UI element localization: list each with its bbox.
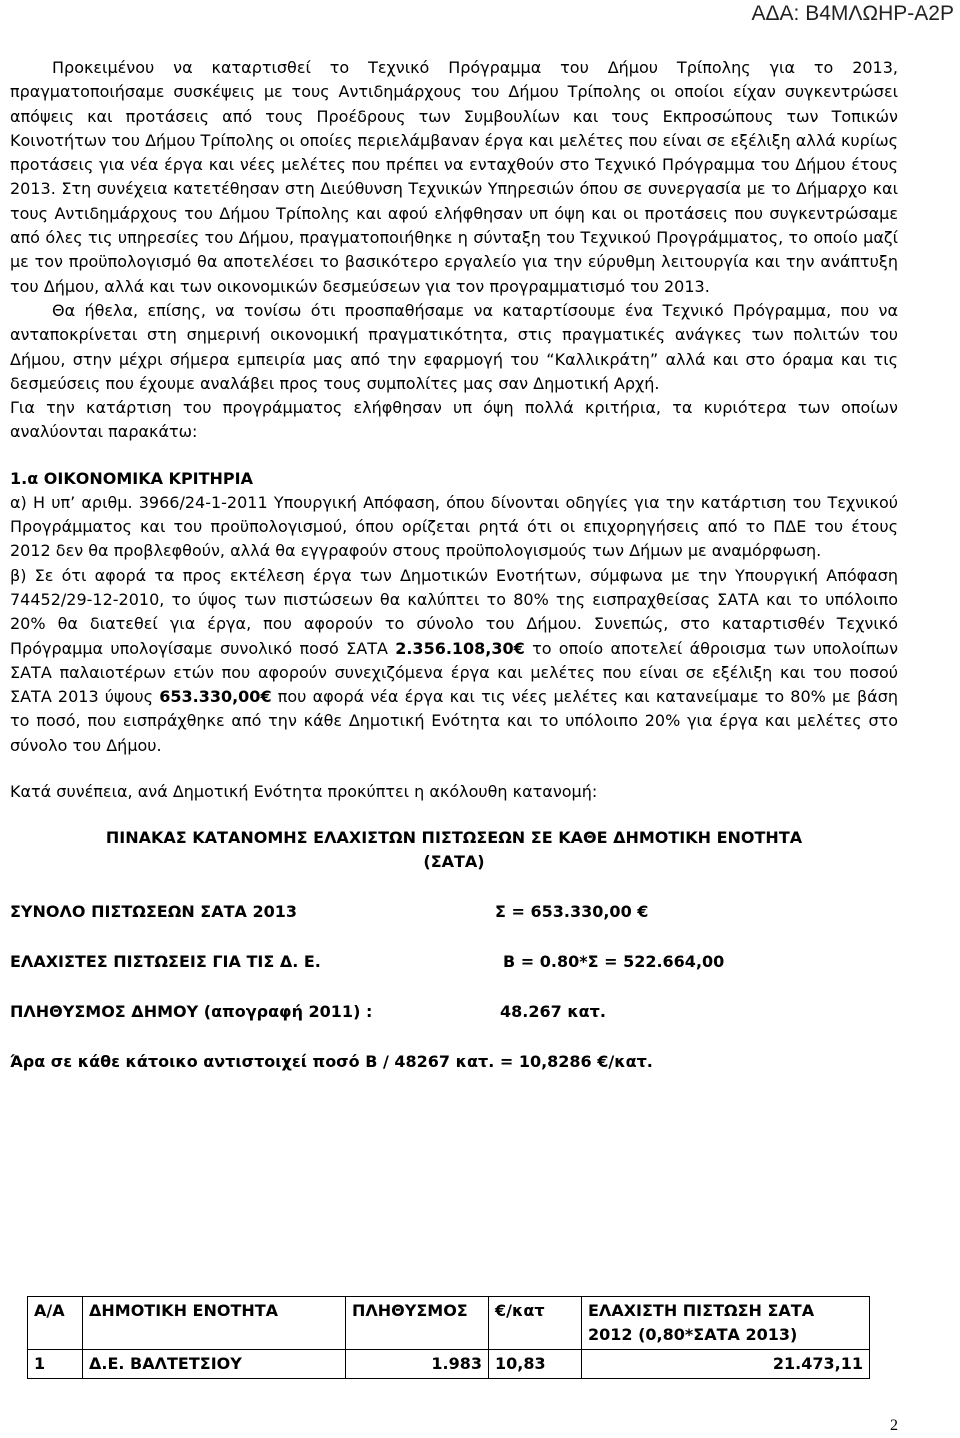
distribution-intro: Κατά συνέπεια, ανά Δημοτική Ενότητα προκύπτει η ακόλουθη κατανομή:	[10, 782, 598, 802]
criteria-intro-paragraph: Για την κατάρτιση του προγράμματος ελήφθησαν υπ όψη πολλά κριτήρια, τα κυριότερα των οποίων αναλύονται παρακάτω:	[10, 398, 898, 442]
criterion-b-text-2: το οποίο αποτελεί άθροισμα των υπολοίπων ΣΑΤΑ παλαιοτέρων ετών που αφορούν συνεχιζόμενα έργα και μελέτες που είναι σε εξέλιξη και του ποσού ΣΑΤΑ 2013 ύψους	[10, 638, 899, 707]
table-cell: 1	[28, 1350, 83, 1379]
header-cell: Α/Α	[28, 1297, 83, 1350]
page-number: 2	[890, 1417, 898, 1434]
emphasis-paragraph: Θα ήθελα, επίσης, να τονίσω ότι προσπαθήσαμε να καταρτίσουμε ένα Τεχνικό Πρόγραμμα, που να ανταποκρίνεται στη σημερινή οικονομική πραγματικότητα, στις πραγματικές ανάγκες των πολιτών του Δήμου, στην μέχρι σήμερα εμπειρία μας από την εφαρμογή του “Καλλικράτη” αλλά και στο όραμα και τις δεσμεύσεις που έχουμε αναλάβει προς τους συμπολίτες μας σαν Δημοτική Αρχή.	[10, 300, 898, 393]
summary-value: Β = 0.80*Σ = 522.664,00	[503, 952, 725, 972]
criterion-b-text-3: που αφορά νέα έργα και τις νέες μελέτες και κατανείμαμε το 80% με βάση το ποσό, που εισπράχθηκε από την κάθε Δημοτική Ενότητα και το υπόλοιπο 20% για έργα και μελέτες στο σύνολο του Δήμου.	[10, 687, 899, 755]
criterion-b	[10, 564, 898, 758]
header-cell: €/κατ	[489, 1297, 582, 1350]
criterion-b-text-1: β) Σε ότι αφορά τα προς εκτέλεση έργα των Δημοτικών Ενοτήτων, σύμφωνα με την Υπουργική Απόφαση 74452/29-12-2010, το ύψος των πιστώσεων θα καλύπτει το 80% της εισπραχθείσας ΣΑΤΑ και το υπόλοιπο 20% θα διατεθεί για έργα, που αφορούν το σύνολο του Δήμου. Συνεπώς, στο καταρτισθέν Τεχνικό Πρόγραμμα υπολογίσαμε συνολικό ποσό ΣΑΤΑ	[10, 565, 898, 658]
sata-total-amount: 2.356.108,30€	[395, 638, 525, 658]
sata-2013-amount: 653.330,00€	[159, 687, 272, 707]
table-cell: 1.983	[346, 1350, 489, 1379]
criterion-a: α) Η υπ’ αριθμ. 3966/24-1-2011 Υπουργική Απόφαση, όπου δίνονται οδηγίες για την κατάρτιση του Τεχνικού Προγράμματος και του προϋπολογισμού, όπου ορίζεται ρητά ότι οι επιχορηγήσεις από το ΠΔΕ του έτους 2012 δεν θα προβλεφθούν, αλλά θα εγγραφούν στους προϋπολογισμούς των Δήμων με αναμόρφωση.	[10, 492, 898, 561]
summary-value: Σ = 653.330,00 €	[495, 902, 649, 922]
document-code: ΑΔΑ: Β4ΜΛΩΗΡ-Α2Ρ	[751, 2, 954, 25]
section-heading: 1.α ΟΙΚΟΝΟΜΙΚΑ ΚΡΙΤΗΡΙΑ	[10, 468, 253, 488]
summary-min-credits-row	[10, 950, 898, 974]
table-row	[28, 1350, 870, 1379]
table-header-row	[28, 1297, 870, 1350]
table-subtitle: (ΣΑΤΑ)	[423, 852, 485, 872]
summary-label: ΠΛΗΘΥΣΜΟΣ ΔΗΜΟΥ (απογραφή 2011) :	[10, 1002, 373, 1022]
table-cell: 21.473,11	[582, 1350, 870, 1379]
header-cell: ΕΛΑΧΙΣΤΗ ΠΙΣΤΩΣΗ ΣΑΤΑ 2012 (0,80*ΣΑΤΑ 2013)	[582, 1297, 870, 1350]
summary-value: 48.267 κατ.	[500, 1002, 606, 1022]
summary-total-row	[10, 900, 898, 924]
allocation-table	[27, 1296, 870, 1379]
summary-population-row	[10, 1000, 898, 1024]
per-capita-line: Άρα σε κάθε κάτοικο αντιστοιχεί ποσό Β / 48267 κατ. = 10,8286 €/κατ.	[10, 1052, 653, 1072]
header-cell: ΔΗΜΟΤΙΚΗ ΕΝΟΤΗΤΑ	[83, 1297, 346, 1350]
intro-paragraph: Προκειμένου να καταρτισθεί το Τεχνικό Πρόγραμμα του Δήμου Τρίπολης για το 2013, πραγματοποιήσαμε συσκέψεις με τους Αντιδημάρχους του Δήμου Τρίπολης οι οποίοι είχαν συγκεντρώσει απόψεις και προτάσεις από τους Προέδρους των Συμβουλίων και τους Εκπροσώπους των Τοπικών Κοινοτήτων του Δήμου Τρίπολης οι οποίες περιελάμβαναν έργα και μελέτες που είναι σε εξέλιξη αλλά κυρίως προτάσεις για νέα έργα και νέες μελέτες που πρέπει να ενταχθούν στο Τεχνικό Πρόγραμμα του Δήμου έτους 2013. Στη συνέχεια κατετέθησαν στη Διεύθυνση Τεχνικών Υπηρεσιών όπου σε συνεργασία με το Δήμαρχο και τους Αντιδημάρχους του Δήμου Τρίπολης και αφού ελήφθησαν υπ όψη και οι προτάσεις που συγκεντρώσαμε από όλες τις υπηρεσίες του Δήμου, πραγματοποιήθηκε η σύνταξη του Τεχνικού Προγράμματος, το οποίο μαζί με τον προϋπολογισμό θα αποτελέσει το βασικότερο εργαλείο για την εύρυθμη λειτουργία και την ανάπτυξη του Δήμου, αλλά και των οικονομικών δεσμεύσεων για τον προγραμματισμό του 2013.	[10, 58, 898, 296]
header-cell: ΠΛΗΘΥΣΜΟΣ	[346, 1297, 489, 1350]
table-title: ΠΙΝΑΚΑΣ ΚΑΤΑΝΟΜΗΣ ΕΛΑΧΙΣΤΩΝ ΠΙΣΤΩΣΕΩΝ ΣΕ ΚΑΘΕ ΔΗΜΟΤΙΚΗ ΕΝΟΤΗΤΑ	[105, 828, 803, 848]
table-cell: 10,83	[489, 1350, 582, 1379]
document-body	[10, 56, 898, 1074]
table-cell: Δ.Ε. ΒΑΛΤΕΤΣΙΟΥ	[83, 1350, 346, 1379]
summary-label: ΕΛΑΧΙΣΤΕΣ ΠΙΣΤΩΣΕΙΣ ΓΙΑ ΤΙΣ Δ. Ε.	[10, 952, 321, 972]
summary-label: ΣΥΝΟΛΟ ΠΙΣΤΩΣΕΩΝ ΣΑΤΑ 2013	[10, 902, 297, 922]
